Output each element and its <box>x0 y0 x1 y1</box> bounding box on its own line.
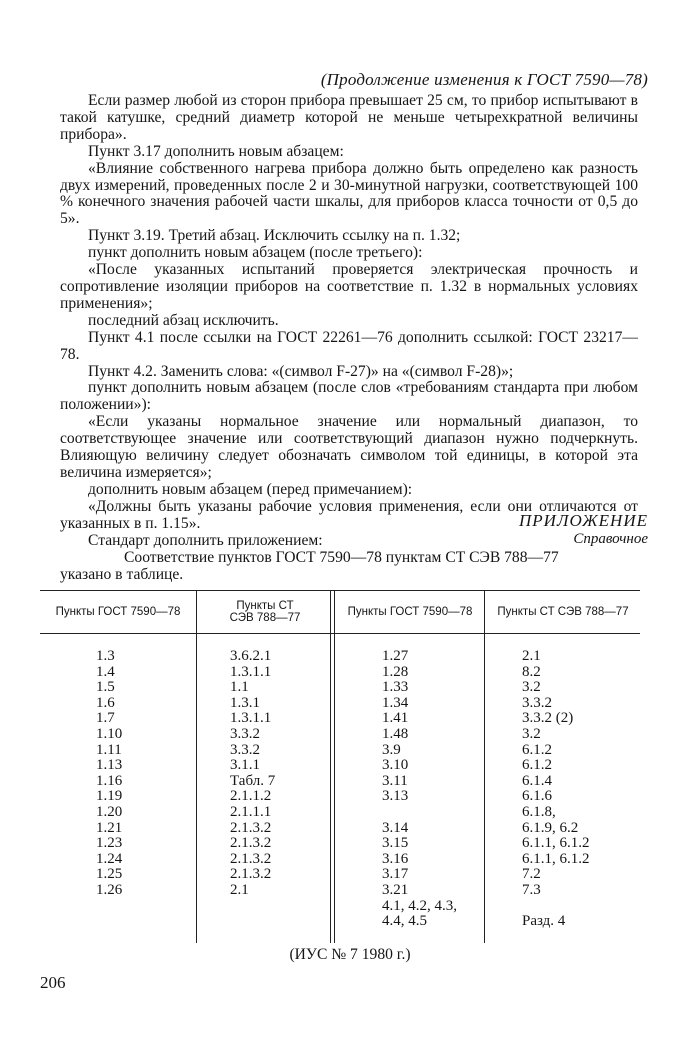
table-cell: 1.3.1.1 <box>230 710 272 727</box>
paragraph: «Влияние собственного нагрева прибора должно быть определено как разность двух измерений, проведенных после 2 и 30-минутной нагрузки, соответствующей 100 % конечного значения рабочей части шкалы, для приборов класса точности от 0,5 до 5». <box>60 159 638 228</box>
table-cell: 3.2 <box>522 725 541 742</box>
table-cell: 1.23 <box>96 835 123 852</box>
table-cell: 1.5 <box>96 679 115 696</box>
table-cell: 1.27 <box>382 648 409 664</box>
table-cell: 1.21 <box>96 819 123 836</box>
paragraph: Пункт 4.2. Заменить слова: «(символ F-27)» на «(символ F-28)»; <box>88 362 514 380</box>
paragraph: дополнить новым абзацем (перед примечанием): <box>88 480 413 498</box>
header-st-sev-1: Пункты СТ СЭВ 788—77 <box>229 600 301 624</box>
table-cell: 1.11 <box>96 741 122 758</box>
column-gost-2 <box>382 649 457 930</box>
table-cell <box>522 899 590 915</box>
table-cell: 3.11 <box>382 772 408 789</box>
table-cell: 1.20 <box>96 803 123 820</box>
table-cell: 1.1 <box>230 679 249 696</box>
appendix-heading <box>519 511 648 549</box>
table-cell: 3.1.1 <box>230 757 260 774</box>
table-cell: 1.41 <box>382 710 409 727</box>
table-cell: 3.15 <box>382 835 409 852</box>
table-cell: 7.2 <box>522 866 541 883</box>
table-cell: Разд. 4 <box>522 913 566 930</box>
paragraph: «Должны быть указаны рабочие условия применения, если они отличаются от указанных в п. 1.15». <box>60 497 638 532</box>
table-cell: 6.1.4 <box>522 772 552 789</box>
paragraph: пункт дополнить новым абзацем (после третьего): <box>88 244 423 262</box>
column-divider <box>484 591 485 943</box>
table-cell: 1.24 <box>96 850 123 867</box>
table-cell: 1.13 <box>96 757 123 774</box>
table-cell: 1.19 <box>96 788 123 805</box>
table-cell: 3.14 <box>382 819 409 836</box>
table-cell: 1.16 <box>96 772 123 789</box>
table-cell: Табл. 7 <box>230 772 276 789</box>
table-cell: 1.34 <box>382 694 409 711</box>
table-cell: 2.1 <box>230 881 249 898</box>
table-cell: 1.33 <box>382 679 409 696</box>
table-cell <box>382 805 457 821</box>
paragraph: Стандарт дополнить приложением: <box>88 531 323 549</box>
paragraph: пункт дополнить новым абзацем (после слов «требованиям стандарта при любом положении»): <box>60 379 638 414</box>
table-cell: 2.1.3.2 <box>230 850 272 867</box>
paragraph: «Если указаны нормальное значение или нормальный диапазон, то соответствующее значение или соответствующий диапазон нужно подчеркнуть. Влияющую величину следует обозначать символом той единицы, в которой эта величина измеряется»; <box>60 413 638 481</box>
column-st-sev-2 <box>522 649 590 930</box>
table-cell: 3.6.2.1 <box>230 648 272 664</box>
table-cell: 1.28 <box>382 663 409 680</box>
table-cell: 1.7 <box>96 710 115 727</box>
table-cell: 8.2 <box>522 663 541 680</box>
header-gost-1: Пункты ГОСТ 7590—78 <box>55 606 181 618</box>
table-cell: 1.25 <box>96 866 123 883</box>
table-cell: 6.1.2 <box>522 741 552 758</box>
paragraph: Пункт 3.17 дополнить новым абзацем: <box>88 142 344 160</box>
table-cell: 3.3.2 <box>230 725 260 742</box>
table-cell: 6.1.2 <box>522 757 552 774</box>
table-cell: 7.3 <box>522 881 541 898</box>
paragraph: «После указанных испытаний проверяется электрическая прочность и сопротивление изоляции приборов на соответствие п. 1.32 в нормальных условиях применения»; <box>60 261 638 312</box>
header-st-sev-2: Пункты СТ СЭВ 788—77 <box>497 606 629 618</box>
paragraph: Пункт 4.1 после ссылки на ГОСТ 22261—76 дополнить ссылкой: ГОСТ 23217—78. <box>60 328 638 363</box>
table-caption <box>60 549 638 583</box>
column-divider <box>196 591 197 943</box>
table-cell: 1.3 <box>96 648 115 664</box>
table-cell: 6.1.8, <box>522 803 556 820</box>
main-text <box>60 93 638 549</box>
column-gost-1 <box>96 649 122 899</box>
table-cell: 3.17 <box>382 866 409 883</box>
table-cell: 3.3.2 <box>522 694 552 711</box>
header-gost-2: Пункты ГОСТ 7590—78 <box>347 606 473 618</box>
correspondence-table <box>40 590 640 943</box>
table-cell: 3.2 <box>522 679 541 696</box>
paragraph: Пункт 3.19. Третий абзац. Исключить ссылку на п. 1.32; <box>88 227 461 245</box>
table-cell: 3.16 <box>382 850 409 867</box>
table-cell: 2.1 <box>522 648 541 664</box>
table-cell: 6.1.1, 6.1.2 <box>522 850 590 867</box>
column-divider-double <box>330 591 331 943</box>
continuation-header: (Продолжение изменения к ГОСТ 7590—78) <box>320 70 648 89</box>
table-cell: 3.3.2 <box>230 741 260 758</box>
table-cell: 6.1.6 <box>522 788 552 805</box>
table-cell: 3.21 <box>382 881 409 898</box>
table-cell: 1.10 <box>96 725 123 742</box>
table-cell: 3.13 <box>382 788 409 805</box>
paragraph: последний абзац исключить. <box>88 311 279 329</box>
column-divider-double <box>334 591 335 943</box>
table-cell: 2.1.1.2 <box>230 788 272 805</box>
table-cell: 1.3.1.1 <box>230 663 272 680</box>
table-cell: 3.10 <box>382 757 409 774</box>
table-cell: 4.4, 4.5 <box>382 913 427 930</box>
table-cell: 3.3.2 (2) <box>522 710 574 727</box>
source-reference: (ИУС № 7 1980 г.) <box>289 946 411 963</box>
table-cell: 1.4 <box>96 663 115 680</box>
paragraph: Если размер любой из сторон прибора превышает 25 см, то прибор испытывают в такой катушке, средний диаметр которой не меньше четырехкратной величины прибора». <box>60 92 638 143</box>
page-number: 206 <box>40 973 66 992</box>
table-caption-line2: указано в таблице. <box>60 566 184 583</box>
header-rule <box>40 633 640 634</box>
table-cell: 2.1.3.2 <box>230 835 272 852</box>
table-cell: 3.9 <box>382 741 401 758</box>
table-cell: 2.1.3.2 <box>230 819 272 836</box>
table-cell: 1.26 <box>96 881 123 898</box>
table-cell: 1.6 <box>96 694 115 711</box>
table-cell: 1.48 <box>382 725 409 742</box>
table-cell: 6.1.9, 6.2 <box>522 819 579 836</box>
table-cell: 4.1, 4.2, 4.3, <box>382 897 457 914</box>
table-caption-line1: Соответствие пунктов ГОСТ 7590—78 пунктам СТ СЭВ 788—77 <box>124 549 559 566</box>
appendix-subtitle: Справочное <box>573 531 648 547</box>
table-cell: 2.1.1.1 <box>230 803 272 820</box>
table-cell: 2.1.3.2 <box>230 866 272 883</box>
table-cell: 6.1.1, 6.1.2 <box>522 835 590 852</box>
appendix-title: ПРИЛОЖЕНИЕ <box>519 511 648 530</box>
table-cell: 1.3.1 <box>230 694 260 711</box>
column-st-sev-1 <box>230 649 275 899</box>
